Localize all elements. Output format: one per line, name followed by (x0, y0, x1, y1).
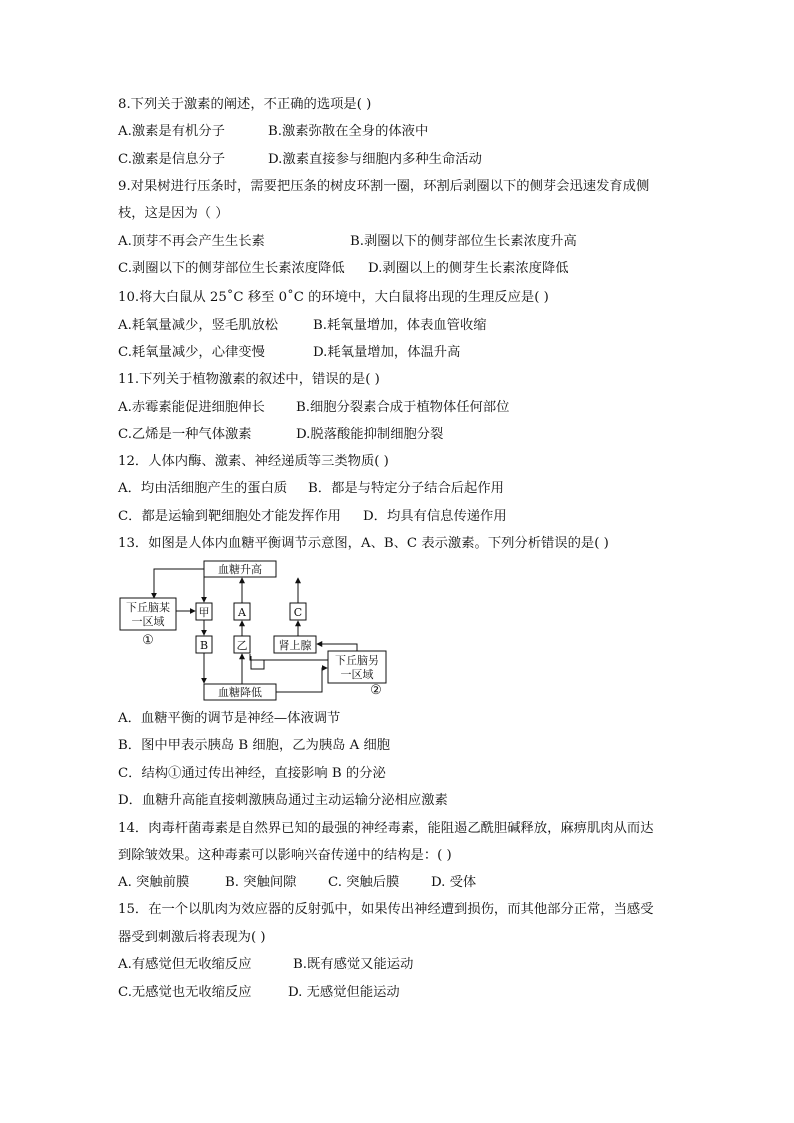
question-13-option-d: D．血糖升高能直接刺激胰岛通过主动运输分泌相应激素 (118, 793, 448, 808)
question-15-option-d: D. 无感觉但能运动 (288, 985, 400, 1000)
question-15-option-b: B.既有感觉又能运动 (293, 957, 414, 972)
question-11-option-b: B.细胞分裂素合成于植物体任何部位 (296, 400, 510, 415)
question-12-option-c: C．都是运输到靶细胞处才能发挥作用 (118, 509, 341, 524)
question-13-option-a: A．血糖平衡的调节是神经—体液调节 (118, 711, 341, 726)
mark-2: ② (370, 683, 382, 698)
question-9-option-b: B.剥圈以下的侧芽部位生长素浓度升高 (350, 234, 577, 249)
question-8-option-b: B.激素弥散在全身的体液中 (268, 124, 429, 139)
question-8-option-d: D.激素直接参与细胞内多种生命活动 (268, 152, 482, 167)
hypothalamus-1-line-1: 下丘脑某 (126, 601, 170, 614)
question-12-stem: 12．人体内酶、激素、神经递质等三类物质( ) (118, 454, 389, 469)
question-10-option-c: C.耗氧量减少，心律变慢 (118, 345, 265, 360)
blood-sugar-diagram (114, 556, 404, 704)
question-13-option-b: B．图中甲表示胰岛 B 细胞，乙为胰岛 A 细胞 (118, 738, 391, 753)
question-11-stem: 11.下列关于植物激素的叙述中，错误的是( ) (118, 372, 380, 387)
blood-sugar-high-label: 血糖升高 (218, 563, 262, 576)
question-14-stem-line-2: 到除皱效果。这种毒素可以影响兴奋传递中的结构是：( ) (118, 848, 452, 863)
question-15-stem-line-2: 器受到刺激后将表现为( ) (118, 930, 266, 945)
question-11-option-d: D.脱落酸能抑制细胞分裂 (296, 427, 444, 442)
yi-label: 乙 (236, 639, 248, 652)
question-10-option-b: B.耗氧量增加，体表血管收缩 (313, 318, 487, 333)
question-11-option-a: A.赤霉素能促进细胞伸长 (118, 400, 265, 415)
question-9-stem-line-2: 枝，这是因为（ ） (118, 206, 229, 221)
question-12-option-a: A．均由活细胞产生的蛋白质 (118, 481, 288, 496)
question-15-option-c: C.无感觉也无收缩反应 (118, 985, 252, 1000)
hormone-c-label: C (293, 606, 303, 619)
blood-sugar-low-label: 血糖降低 (218, 686, 262, 699)
question-9-option-d: D.剥圈以上的侧芽生长素浓度降低 (368, 261, 569, 276)
question-10-option-d: D.耗氧量增加，体温升高 (313, 345, 461, 360)
adrenal-label: 肾上腺 (278, 639, 312, 652)
hypothalamus-2-line-2: 一区域 (340, 668, 374, 681)
question-9-option-a: A.顶芽不再会产生生长素 (118, 234, 265, 249)
mark-1: ① (142, 633, 154, 648)
question-14-option-b: B. 突触间隙 (225, 875, 297, 890)
hormone-a-label: A (238, 606, 246, 619)
question-14-option-d: D. 受体 (431, 875, 477, 890)
question-12-option-d: D．均具有信息传递作用 (363, 509, 507, 524)
question-14-option-a: A. 突触前膜 (118, 875, 190, 890)
hormone-b-label: B (199, 639, 209, 652)
question-8-stem: 8.下列关于激素的阐述，不正确的选项是( ) (118, 97, 372, 112)
question-15-stem-line-1: 15．在一个以肌肉为效应器的反射弧中，如果传出神经遭到损伤，而其他部分正常，当感受 (118, 902, 654, 917)
question-15-option-a: A.有感觉但无收缩反应 (118, 957, 252, 972)
question-10-stem: 10.将大白鼠从 25˚C 移至 0˚C 的环境中，大白鼠将出现的生理反应是( ) (118, 290, 549, 305)
question-8-option-c: C.激素是信息分子 (118, 152, 226, 167)
question-10-option-a: A.耗氧量减少，竖毛肌放松 (118, 318, 279, 333)
question-14-stem-line-1: 14．肉毒杆菌毒素是自然界已知的最强的神经毒素，能阻遏乙酰胆碱释放，麻痹肌肉从而达 (118, 821, 654, 836)
hypothalamus-1-line-2: 一区域 (131, 615, 165, 628)
question-9-option-c: C.剥圈以下的侧芽部位生长素浓度降低 (118, 261, 345, 276)
question-11-option-c: C.乙烯是一种气体激素 (118, 427, 252, 442)
question-14-option-c: C. 突触后膜 (328, 875, 400, 890)
hypothalamus-2-line-1: 下丘脑另 (335, 654, 379, 667)
question-12-option-b: B．都是与特定分子结合后起作用 (308, 481, 504, 496)
question-13-option-c: C．结构①通过传出神经，直接影响 B 的分泌 (118, 766, 386, 781)
question-13-stem: 13．如图是人体内血糖平衡调节示意图，A、B、C 表示激素。下列分析错误的是( ) (118, 536, 609, 551)
jia-label: 甲 (198, 606, 210, 619)
question-8-option-a: A.激素是有机分子 (118, 124, 225, 139)
question-9-stem-line-1: 9.对果树进行压条时，需要把压条的树皮环割一圈，环割后剥圈以下的侧芽会迅速发育成侧 (118, 179, 650, 194)
